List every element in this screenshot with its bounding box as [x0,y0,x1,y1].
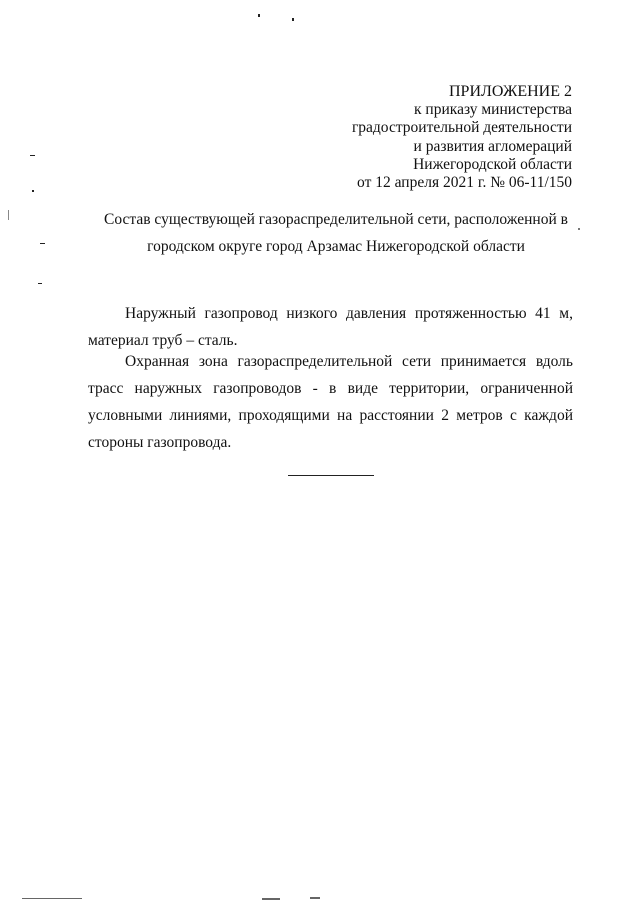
scan-speck [40,243,45,244]
closing-divider [288,475,374,476]
scan-speck [258,14,260,17]
document-title-line: Состав существующей газораспределительной сети, расположенной в [104,211,568,228]
scan-speck [262,898,280,900]
scan-speck [8,210,9,220]
document-title-line: городском округе город Арзамас Нижегородской области [147,238,525,255]
appendix-line: и развития агломераций [413,137,572,155]
body-paragraph: Наружный газопровод низкого давления протяженностью 41 м, материал труб – сталь. [88,304,573,349]
appendix-title: ПРИЛОЖЕНИЕ 2 [448,83,572,100]
appendix-line: к приказу министерства [414,101,572,119]
appendix-date-line: от 12 апреля 2021 г. № 06-11/150 [357,174,572,192]
scan-speck [38,283,42,284]
scan-speck [32,190,34,192]
scan-speck [310,897,320,899]
scan-speck [292,18,294,21]
appendix-line: градостроительной деятельности [351,119,572,137]
appendix-header [352,83,572,192]
scan-speck [30,155,35,156]
document-title [86,206,586,260]
body-paragraph: Охранная зона газораспределительной сети принимается вдоль трасс наружных газопроводов - в виде территории, ограниченной условными линиями, проходящими на расстоянии 2 метров с каждой стороны газопровода. [88,352,573,451]
scan-speck [22,898,82,899]
appendix-line: Нижегородской области [413,155,572,173]
